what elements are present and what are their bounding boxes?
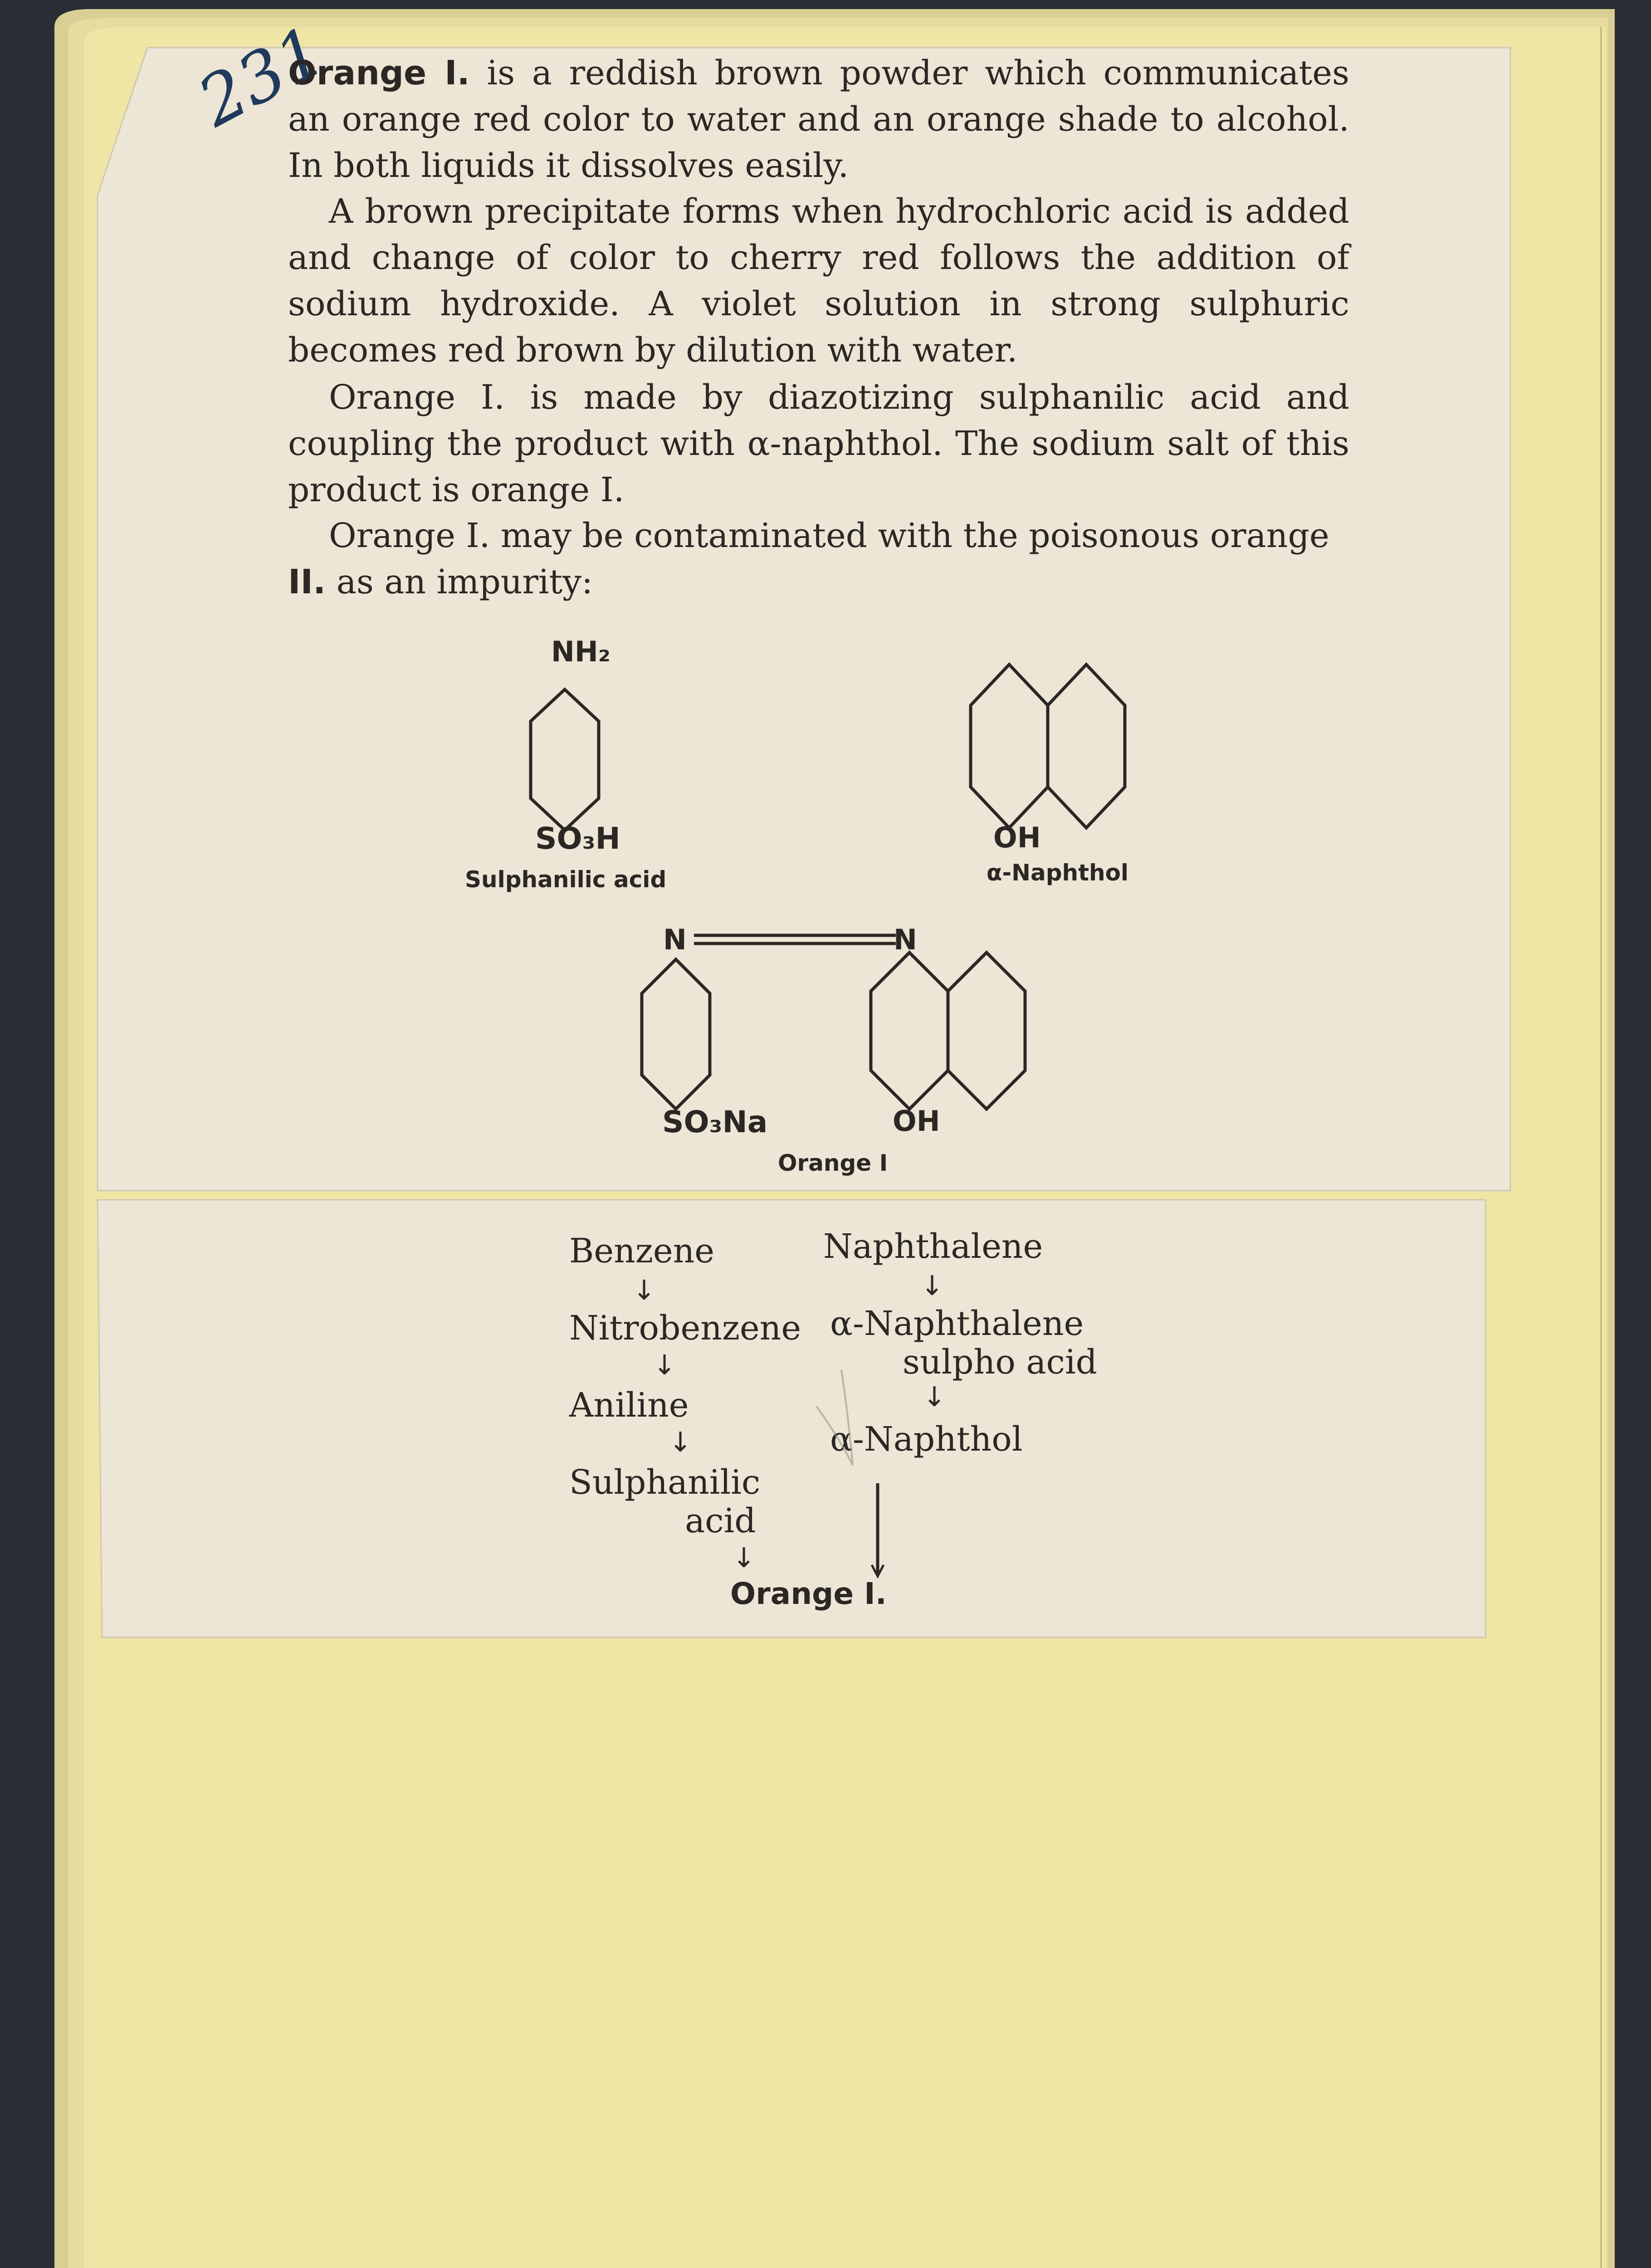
paragraph-3: Orange I. is made by diazotizing sulphanilic acid and coupling the product with α-naphthol. The sodium salt of this product is orange I. [288,378,1349,509]
flow-nitrobenzene: Nitrobenzene [569,1309,801,1348]
flow-naphthalene-sulpho-1: α-Naphthalene [830,1304,1084,1343]
flow-arrow-2: ↓ [653,1349,676,1381]
flow-naphthalene-sulpho-2: sulpho acid [903,1343,1098,1382]
flow-sulphanilic-1: Sulphanilic [569,1463,761,1502]
paragraph-4: Orange I. may be contaminated with the poisonous orange II. as an impurity: [288,516,1329,601]
flow-arrow-5: ↓ [921,1270,944,1302]
paragraph-1: Orange I. is a reddish brown powder which communicates an orange red color to water and an orange shade to alcohol. In both liquids it dissolves easily. [288,54,1349,185]
flow-naphthol: α-Naphthol [830,1420,1023,1459]
azo-n-right: N [894,923,917,956]
paragraph-2: A brown precipitate forms when hydrochloric acid is added and change of color to cherry red follows the addition of sodium hydroxide. A violet solution in strong sulphuric becomes red brown by dilution with water. [288,192,1349,370]
sulphanilic-nh2-label: NH₂ [551,635,611,668]
orange-so3na-label: SO₃Na [662,1105,768,1139]
orange-oh-label: OH [893,1105,940,1138]
flow-arrow-4: ↓ [733,1542,756,1574]
flow-aniline: Aniline [569,1386,689,1425]
sulphanilic-caption: Sulphanilic acid [465,866,667,893]
flow-arrow-6: ↓ [923,1381,946,1413]
handwritten-number: 231 [186,11,338,142]
flow-benzene: Benzene [569,1232,715,1271]
naphthol-caption: α-Naphthol [987,860,1129,886]
orange-caption: Orange I [778,1150,888,1176]
flow-arrow-1: ↓ [633,1275,656,1306]
flow-naphthalene: Naphthalene [823,1227,1043,1266]
sulphanilic-so3h-label: SO₃H [535,821,620,856]
flowchart-clipping [98,1200,1485,1637]
naphthol-oh-label: OH [993,821,1041,854]
flow-sulphanilic-2: acid [685,1501,756,1540]
flow-arrow-3: ↓ [669,1427,692,1458]
azo-n-left: N [663,923,687,956]
flow-product: Orange I. [730,1576,887,1611]
